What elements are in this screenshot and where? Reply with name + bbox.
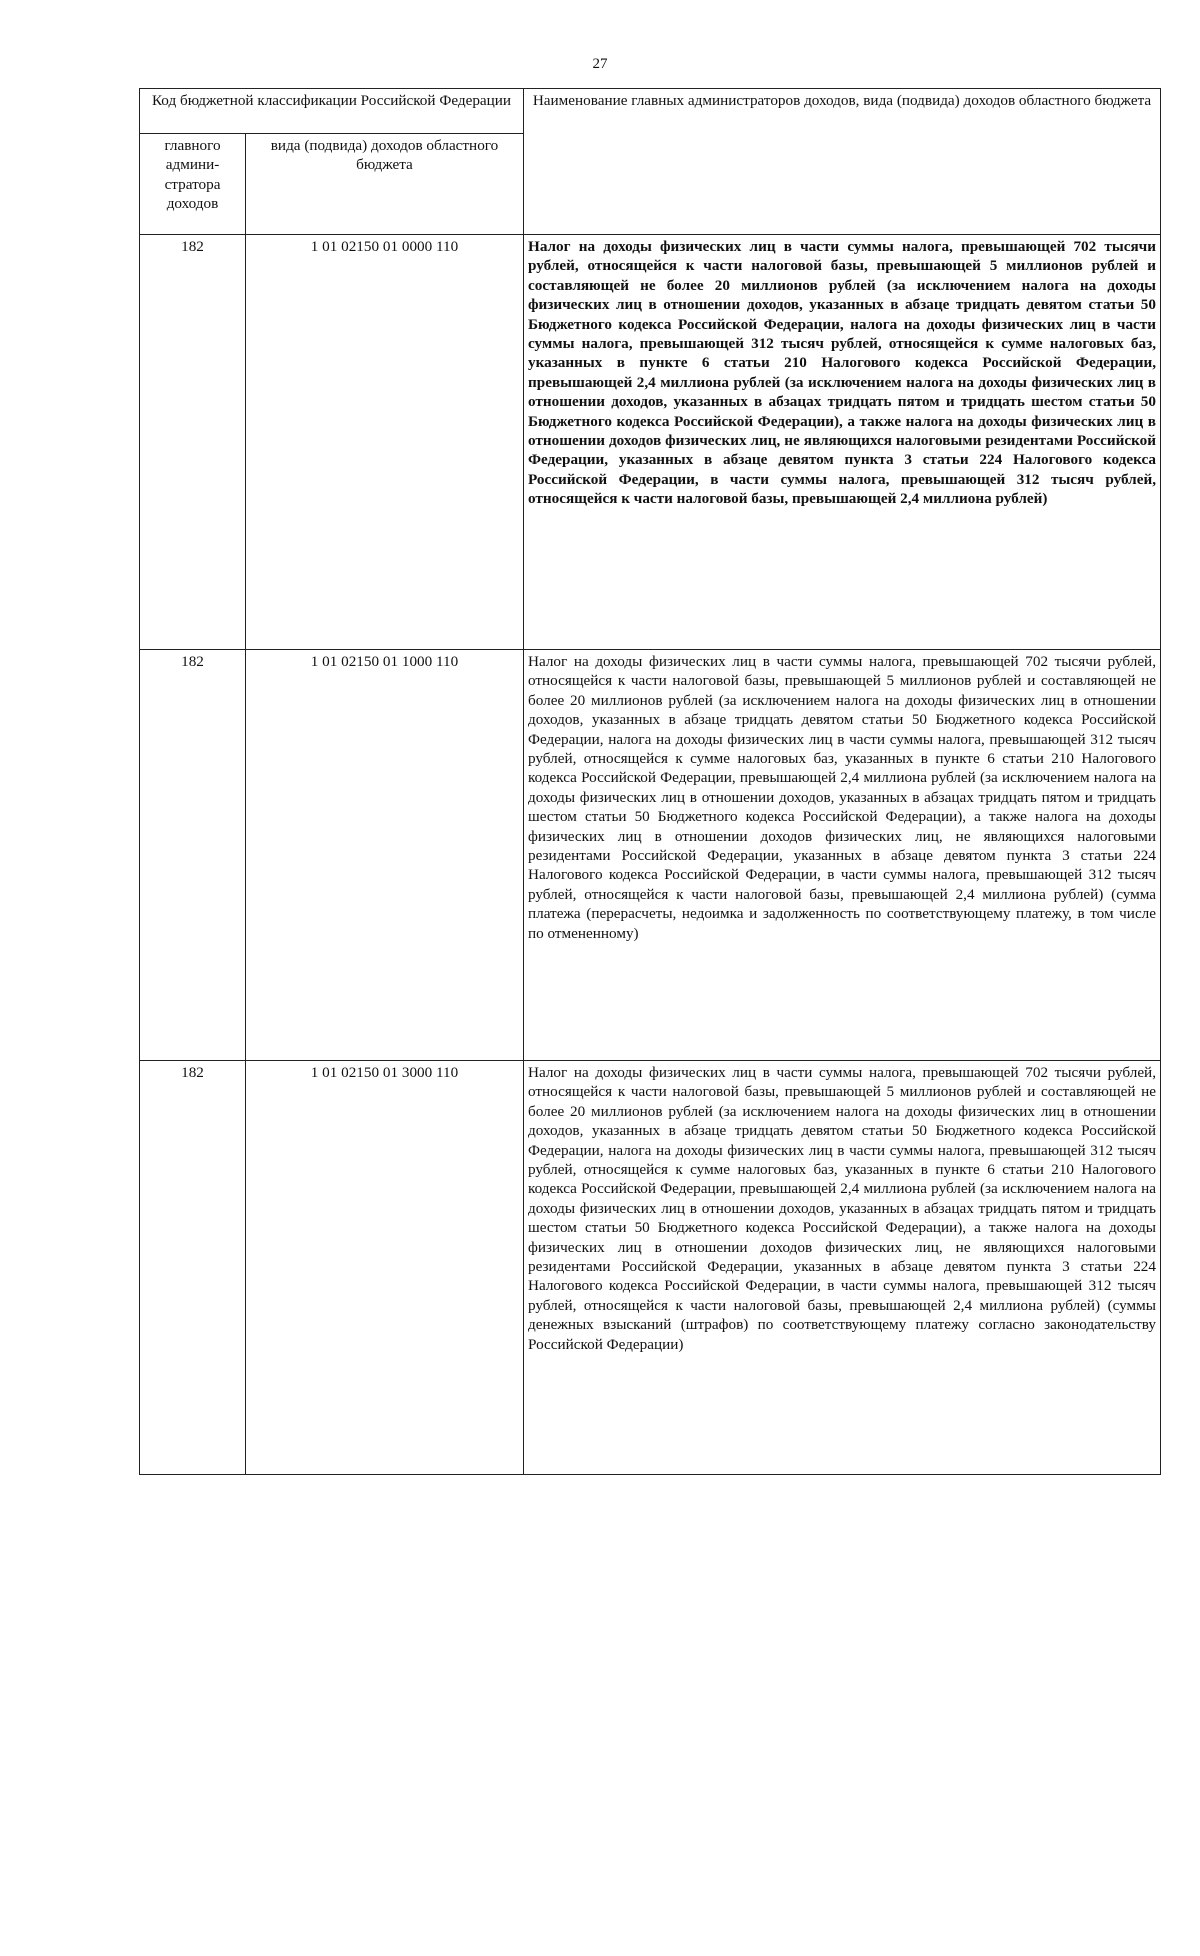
header-kind-column: вида (подвида) доходов областного бюджета — [246, 134, 524, 235]
income-description-cell: Налог на доходы физических лиц в части суммы налога, превышающей 702 тысячи рублей, относящейся к части налоговой базы, превышающей 5 миллионов рублей и составляющей не более 20 миллионов рублей (за исключением налога на доходы физических лиц в отношении доходов, указанных в абзаце тридцать девятом статьи 50 Бюджетного кодекса Российской Федерации, налога на доходы физических лиц в части суммы налога, превышающей 312 тысяч рублей, относящейся к сумме налоговых баз, указанных в пункте 6 статьи 210 Налогового кодекса Российской Федерации, превышающей 2,4 миллиона рублей (за исключением налога на доходы физических лиц в отношении доходов, указанных в абзацах тридцать пятом и тридцать шестом статьи 50 Бюджетного кодекса Российской Федерации), а также налога на доходы физических лиц в отношении доходов физических лиц, не являющихся налоговыми резидентами Российской Федерации, указанных в абзаце девятом пункта 3 статьи 224 Налогового кодекса Российской Федерации, в части суммы налога, превышающей 312 тысяч рублей, относящейся к части налоговой базы, превышающей 2,4 миллиона рублей) (суммы денежных взысканий (штрафов) по соответствующему платежу согласно законодательству Российской Федерации) — [524, 1061, 1161, 1475]
table-row — [140, 1061, 1161, 1475]
budget-code-cell: 1 01 02150 01 0000 110 — [246, 235, 524, 650]
table-row — [140, 650, 1161, 1061]
page-number: 27 — [592, 56, 608, 72]
admin-code-cell: 182 — [140, 235, 246, 650]
income-description-cell: Налог на доходы физических лиц в части суммы налога, превышающей 702 тысячи рублей, относящейся к части налоговой базы, превышающей 5 миллионов рублей и составляющей не более 20 миллионов рублей (за исключением налога на доходы физических лиц в отношении доходов, указанных в абзаце тридцать девятом статьи 50 Бюджетного кодекса Российской Федерации, налога на доходы физических лиц в части суммы налога, превышающей 312 тысяч рублей, относящейся к сумме налоговых баз, указанных в пункте 6 статьи 210 Налогового кодекса Российской Федерации, превышающей 2,4 миллиона рублей (за исключением налога на доходы физических лиц в отношении доходов, указанных в абзацах тридцать пятом и тридцать шестом статьи 50 Бюджетного кодекса Российской Федерации), а также налога на доходы физических лиц в отношении доходов физических лиц, не являющихся налоговыми резидентами Российской Федерации, указанных в абзаце девятом пункта 3 статьи 224 Налогового кодекса Российской Федерации, в части суммы налога, превышающей 312 тысяч рублей, относящейся к части налоговой базы, превышающей 2,4 миллиона рублей) (сумма платежа (перерасчеты, недоимка и задолженность по соответствующему платежу, в том числе по отмененному) — [524, 650, 1161, 1061]
header-code-group: Код бюджетной классификации Российской Федерации — [140, 89, 524, 134]
budget-classification-table — [139, 88, 1161, 1475]
header-name-column: Наименование главных администраторов доходов, вида (подвида) доходов областного бюджета — [524, 89, 1161, 235]
budget-code-cell: 1 01 02150 01 3000 110 — [246, 1061, 524, 1475]
income-description-cell: Налог на доходы физических лиц в части суммы налога, превышающей 702 тысячи рублей, относящейся к части налоговой базы, превышающей 5 миллионов рублей и составляющей не более 20 миллионов рублей (за исключением налога на доходы физических лиц в отношении доходов, указанных в абзаце тридцать девятом статьи 50 Бюджетного кодекса Российской Федерации, налога на доходы физических лиц в части суммы налога, превышающей 312 тысяч рублей, относящейся к сумме налоговых баз, указанных в пункте 6 статьи 210 Налогового кодекса Российской Федерации, превышающей 2,4 миллиона рублей (за исключением налога на доходы физических лиц в отношении доходов, указанных в абзацах тридцать пятом и тридцать шестом статьи 50 Бюджетного кодекса Российской Федерации), а также налога на доходы физических лиц в отношении доходов физических лиц, не являющихся налоговыми резидентами Российской Федерации, указанных в абзаце девятом пункта 3 статьи 224 Налогового кодекса Российской Федерации, в части суммы налога, превышающей 312 тысяч рублей, относящейся к части налоговой базы, превышающей 2,4 миллиона рублей) — [524, 235, 1161, 650]
budget-code-cell: 1 01 02150 01 1000 110 — [246, 650, 524, 1061]
table-row — [140, 235, 1161, 650]
admin-code-cell: 182 — [140, 650, 246, 1061]
admin-code-cell: 182 — [140, 1061, 246, 1475]
header-admin-column: главного админи-стратора доходов — [140, 134, 246, 235]
header-row-group — [140, 89, 1161, 134]
